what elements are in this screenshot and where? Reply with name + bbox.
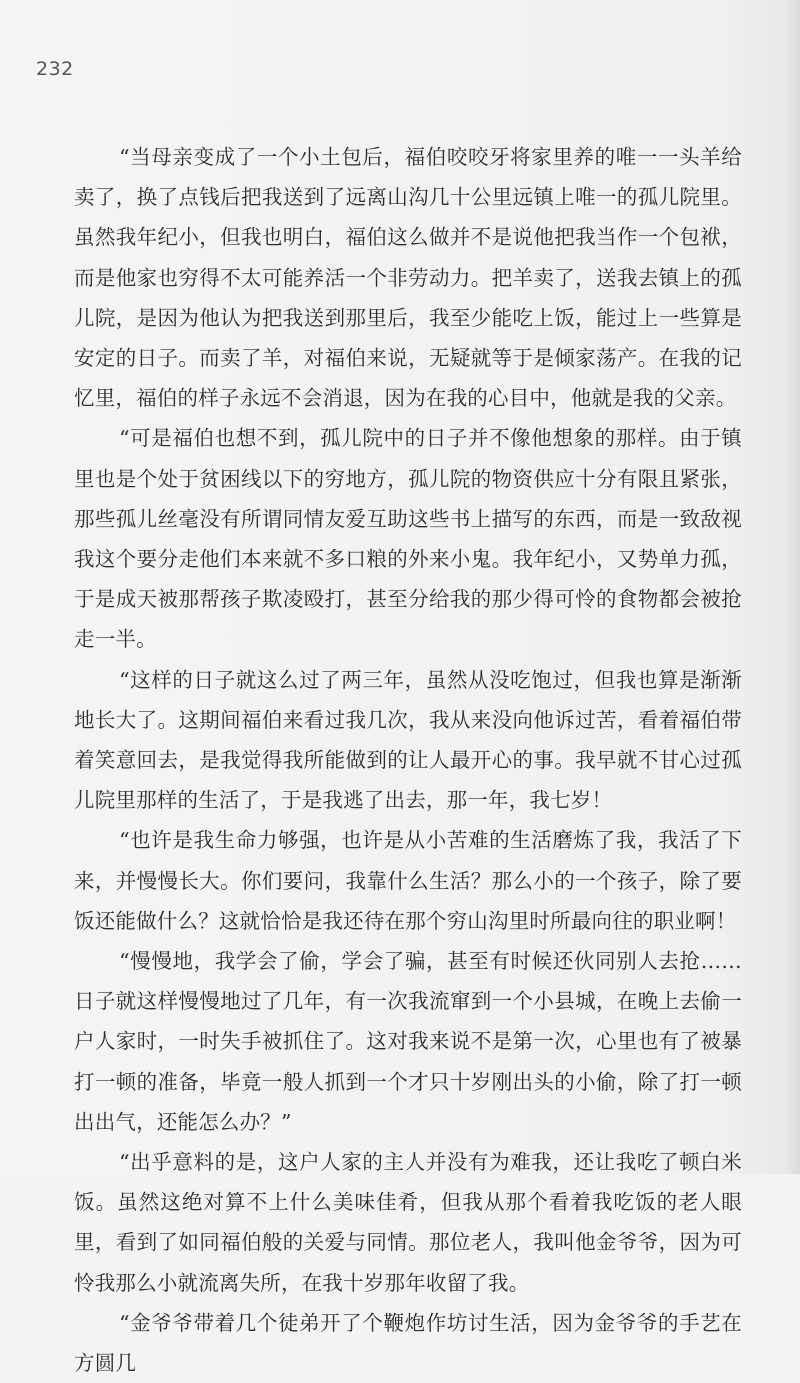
paragraph-3: “这样的日子就这么过了两三年，虽然从没吃饱过，但我也算是渐渐地长大了。这期间福伯来看过我几次，我从来没向他诉过苦，看着福伯带着笑意回去，是我觉得我所能做到的让人最开心的事。我早就不甘心过孤儿院里那样的生活了，于是我逃了出去，那一年，我七岁！ xyxy=(74,667,742,813)
body-text xyxy=(74,137,742,1383)
paragraph-1: “当母亲变成了一个小土包后，福伯咬咬牙将家里养的唯一一头羊给卖了，换了点钱后把我送到了远离山沟几十公里远镇上唯一的孤儿院里。虽然我年纪小，但我也明白，福伯这么做并不是说他把我当作一个包袱，而是他家也穷得不太可能养活一个非劳动力。把羊卖了，送我去镇上的孤儿院，是因为他认为把我送到那里后，我至少能吃上饭，能过上一些算是安定的日子。而卖了羊，对福伯来说，无疑就等于是倾家荡产。在我的记忆里，福伯的样子永远不会消退，因为在我的心目中，他就是我的父亲。 xyxy=(74,145,742,411)
page-number: 232 xyxy=(36,58,74,80)
paragraph-5: “慢慢地，我学会了偷，学会了骗，甚至有时候还伙同别人去抢……日子就这样慢慢地过了几年，有一次我流窜到一个小县城，在晚上去偷一户人家时，一时失手被抓住了。这对我来说不是第一次，心里也有了被暴打一顿的准备，毕竟一般人抓到一个才只十岁刚出头的小偷，除了打一顿出出气，还能怎么办？” xyxy=(74,949,742,1134)
paragraph-2: “可是福伯也想不到，孤儿院中的日子并不像他想象的那样。由于镇里也是个处于贫困线以下的穷地方，孤儿院的物资供应十分有限且紧张，那些孤儿丝毫没有所谓同情友爱互助这些书上描写的东西，而是一致敌视我这个要分走他们本来就不多口粮的外来小鬼。我年纪小，又势单力孤，于是成天被那帮孩子欺凌殴打，甚至分给我的那少得可怜的食物都会被抢走一半。 xyxy=(74,426,742,652)
paragraph-7: “金爷爷带着几个徒弟开了个鞭炮作坊讨生活，因为金爷爷的手艺在方圆几 xyxy=(74,1310,742,1376)
paragraph-6: “出乎意料的是，这户人家的主人并没有为难我，还让我吃了顿白米饭。虽然这绝对算不上什么美味佳肴，但我从那个看着我吃饭的老人眼里，看到了如同福伯般的关爱与同情。那位老人，我叫他金爷爷，因为可怜我那么小就流离失所，在我十岁那年收留了我。 xyxy=(74,1150,742,1295)
paragraph-4: “也许是我生命力够强，也许是从小苦难的生活磨炼了我，我活了下来，并慢慢长大。你们要问，我靠什么生活？那么小的一个孩子，除了要饭还能做什么？这就恰恰是我还待在那个穷山沟里时所最向往的职业啊！ xyxy=(74,828,742,933)
page-edge-shadow xyxy=(786,0,800,1174)
